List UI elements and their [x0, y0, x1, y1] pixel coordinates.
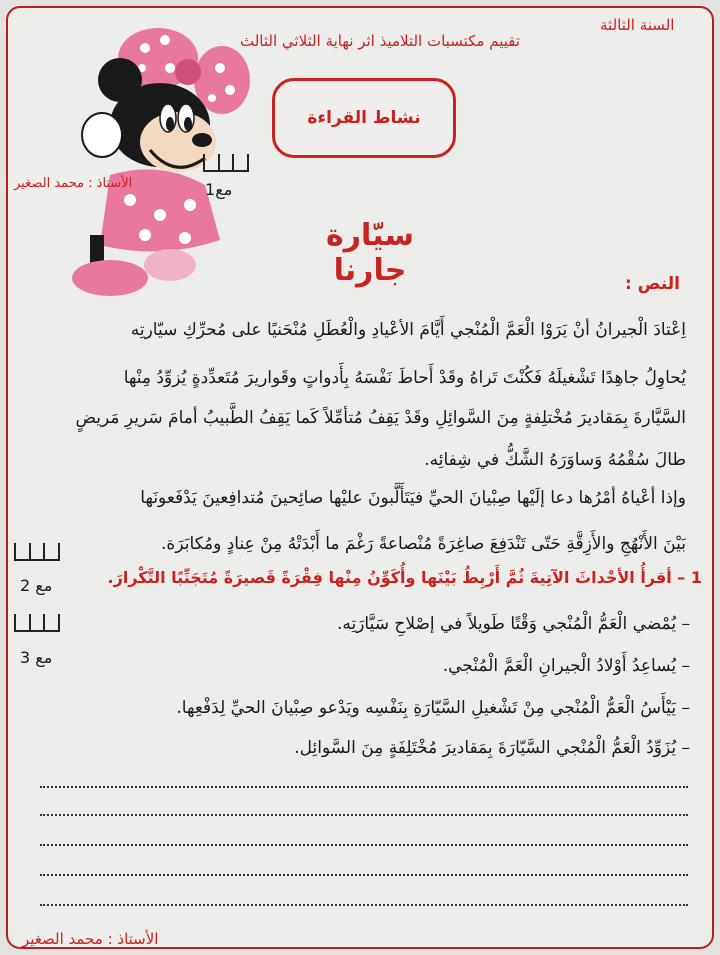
score-box-3: [14, 614, 60, 632]
score-box-2: [14, 543, 60, 561]
story-title: سيّارة جارنا: [326, 218, 414, 288]
criterion-1-label: مع1: [205, 180, 233, 199]
event-item: – يَيْأَسُ الْعَمُّ الْمُنْجي مِنْ تَشْغيلِ السَّيّارَةِ بِنَفْسِه ويَدْعو صِبْيانَ الحيِّ لِدَفْعِها.: [176, 698, 690, 718]
question-1-prompt: 1 – أقرأُ الأحْداثَ الآتِيةَ ثُمَّ أَرْبِطُ بَيْنَها وأُكَوِّنُ مِنْها فِقْرَةً قَصيرَةً مُتَجَنِّبًا التَّكْرارَ.: [107, 568, 702, 587]
answer-line[interactable]: [40, 904, 688, 906]
answer-line[interactable]: [40, 844, 688, 846]
criterion-3-label: مع 3: [20, 648, 53, 667]
criterion-2-label: مع 2: [20, 576, 53, 595]
text-section-label: النص :: [624, 274, 680, 294]
story-line: بَيْنَ الأَنْهُجِ والأَزِقَّةِ حَتّى تَنْدَفِعَ صاغِرَةً مُنْصاعةً رَغْمَ ما أَبْدَتْهُ مِنْ عِنادٍ ومُكابَرَة.: [161, 534, 686, 554]
story-line: اِعْتادَ الْجيرانُ أنْ يَرَوْا الْعَمَّ الْمُنْجي أَيَّامَ الأعْيادِ والْعُطَلِ مُنْحَنيًا على مُحرِّكِ سيّارتِه: [130, 320, 686, 340]
score-box-1: [203, 154, 249, 172]
event-item: – يُزَوِّدُ الْعَمُّ الْمُنْجي السَّيّارَةَ بِمَقاديرَ مُخْتَلِفَةٍ مِنَ السَّوائِل.: [294, 738, 690, 758]
answer-line[interactable]: [40, 814, 688, 816]
event-item: – يُمْضي الْعَمُّ الْمُنْجي وَقْتًا طَويلاً في إصْلاحِ سَيَّارَتِه.: [336, 614, 690, 634]
story-line: السَّيَّارةَ بِمَقاديرَ مُخْتلِفةٍ مِنَ السَّوائِلِ وقَدْ يَقِفُ مُتأمِّلاً كَما يَقِفُ الطَّبيبُ أمامَ سَريرِ مَريضٍ: [75, 408, 686, 428]
activity-title: نشاط القراءة: [307, 108, 421, 128]
answer-line[interactable]: [40, 874, 688, 876]
teacher-name-bottom: الأستاذ : محمد الصغير: [22, 930, 159, 948]
teacher-name-top: الأستاذ : محمد الصغير: [14, 176, 133, 191]
activity-title-box: [272, 78, 456, 158]
answer-line[interactable]: [40, 786, 688, 788]
story-line: يُحاوِلُ جاهِدًا تَشْغيلَهُ فَكُنْتَ تَراهُ وقَدْ أَحاطَ نَفْسَهُ بِأَدواتٍ وقَواريرَ مُتَعدِّدةٍ يُزوِّدُ مِنْها: [123, 368, 686, 388]
event-item: – يُساعِدُ أَوْلادُ الْجيرانِ الْعَمَّ الْمُنْجي.: [442, 656, 690, 676]
story-line: طالَ سُقْمُهُ وَساوَرَهُ الشَّكُّ في شِفائِه.: [424, 450, 686, 470]
story-line: وإذا أعْياهُ أمْرُها دعا إلَيْها صِبْيانَ الحيِّ فيَتَأَلَّبونَ عليْها صائِحينَ مُتدافِعينَ يَدْفَعونَها: [140, 488, 686, 508]
grade-label: السنة الثالثة: [600, 16, 675, 34]
evaluation-title: تقييم مكتسبات التلاميذ اثر نهاية الثلاثي الثالث: [239, 32, 521, 50]
